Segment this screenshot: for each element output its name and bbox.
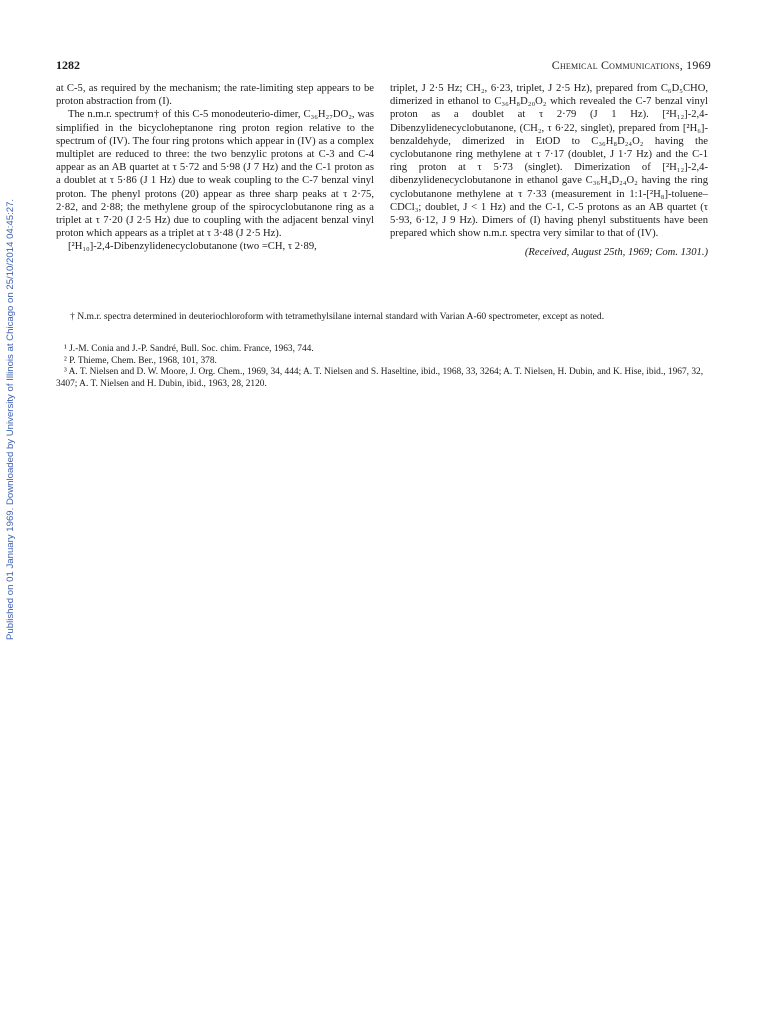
received-date: (Received, August 25th, 1969; Com. 1301.) (524, 247, 708, 259)
footnote: † N.m.r. spectra determined in deuteriochloroform with tetramethylsilane internal standard with Varian A-60 spectrometer, except as noted. (70, 311, 605, 322)
reference-2: ² P. Thieme, Chem. Ber., 1968, 101, 378. (64, 355, 217, 366)
journal-title: Chemical Communications, 1969 (551, 58, 711, 72)
left-paragraph-2: The n.m.r. spectrum† of this C-5 monodeuterio-dimer, C₃₆H₂₇DO₂, was simplified in the bicycloheptanone ring proton region relative to the spectrum of (IV). The four ring protons which appear in (IV) as a complex multiplet are reduced to three: the two benzylic protons at C-3 and C-4 appear as an AB quartet at τ 5·72 and 5·98 (J 7 Hz) and the C-1 proton as a doublet at τ 5·86 (J 1 Hz) due to weak coupling to the C-7 benzal vinyl proton. The phenyl protons (20) appear as three sharp peaks at τ 2·75, 2·82, and 2·88; the methylene group of the spirocyclobutanone ring as a triplet at τ 7·20 (J 2·5 Hz) due to coupling with the adjacent benzal vinyl proton which appears as a triplet at τ 3·48 (J 2·5 Hz). (56, 109, 374, 240)
references-list (56, 344, 711, 390)
page-number: 1282 (56, 58, 80, 72)
reference-1: ¹ J.-M. Conia and J.-P. Sandré, Bull. Soc. chim. France, 1963, 744. (64, 344, 314, 354)
right-paragraph-1: triplet, J 2·5 Hz; CH₂, 6·23, triplet, J 2·5 Hz), prepared from C₆D₅CHO, dimerized in ethanol to C₃₆H₈D₂₀O₂ which revealed the C-7 benzal vinyl proton as a doublet at τ 2·79 (J 1 Hz). [²H₁₂]-2,4-Dibenzylidenecyclobutanone, (CH₂, τ 6·22, singlet), prepared from [²H₆]-benzaldehyde, dimerized in EtOD to C₃₆H₈D₂₄O₂ having the cyclobutanone ring methylene at τ 7·17 (doublet, J 1·7 Hz) and the C-1 ring proton at τ 5·73 (singlet). Dimerization of [²H₁₂]-2,4-dibenzylidenecyclobutanone in ethanol gave C₃₆H₄D₂₄O₂ having the ring cyclobutanone methylene at τ 7·33 (measurement in 1:1-[²H₈]-toluene–CDCl₃; doublet, J < 1 Hz) and the C-1, C-5 protons as an AB quartet (τ 5·93, 6·12, J 9 Hz). Dimers of (I) having phenyl substituents have been prepared which show n.m.r. spectra very similar to that of (IV). (390, 83, 708, 240)
download-watermark-text: Published on 01 January 1969. Downloaded by University of Illinois at Chicago on 25/10/2014 04:45:27. (5, 198, 16, 640)
left-column (56, 82, 374, 254)
left-paragraph-1: at C-5, as required by the mechanism; the rate-limiting step appears to be proton abstraction from (I). (56, 83, 374, 108)
reference-3: ³ A. T. Nielsen and D. W. Moore, J. Org. Chem., 1969, 34, 444; A. T. Nielsen and S. Haseltine, ibid., 1968, 33, 3264; A. T. Nielsen, H. Dubin, and K. Hise, ibid., 1967, 32, 3407; A. T. Nielsen and H. Dubin, ibid., 1963, 28, 2120. (56, 367, 704, 389)
download-watermark (2, 180, 18, 640)
left-paragraph-3: [²H₁₀]-2,4-Dibenzylidenecyclobutanone (two =CH, τ 2·89, (68, 241, 317, 253)
right-column (390, 82, 708, 260)
